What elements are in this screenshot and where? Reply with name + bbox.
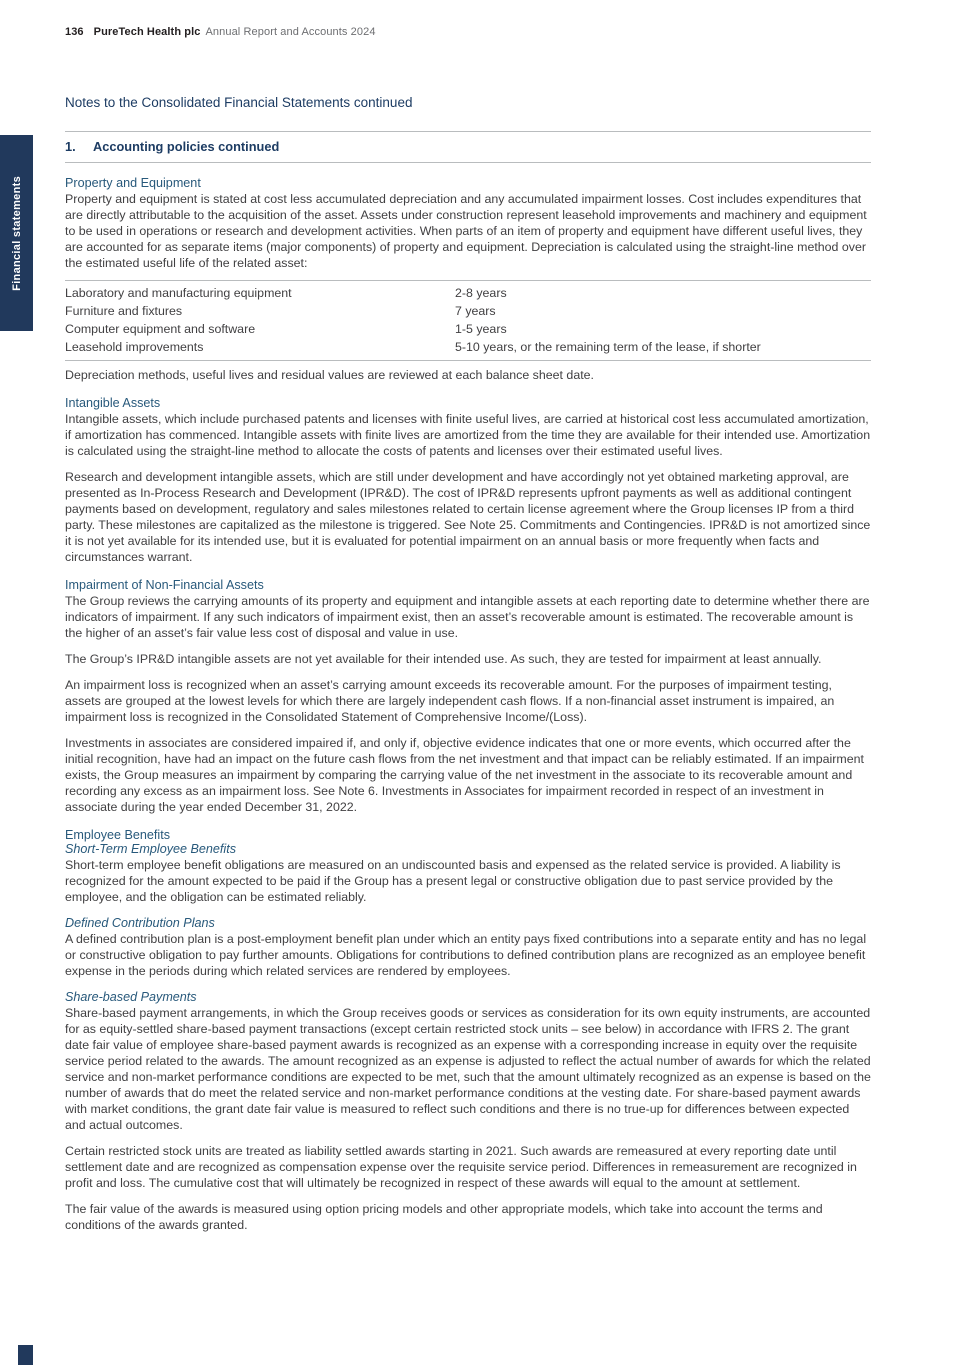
paragraph: Intangible assets, which include purchased patents and licenses with finite useful lives, are carried at historical cost less accumulated amortization, if amortization has commenced. Intangible assets with finite lives are amortized from the time they are available for their intended use. Amortization is calculated using the straight-line method to allocate the costs of patents and licenses over their estimated useful lives. (65, 412, 871, 458)
useful-lives-table (65, 280, 871, 361)
brand-name: PureTech Health plc (93, 26, 201, 38)
paragraph: The Group’s IPR&D intangible assets are not yet available for their intended use. As such, they are tested for impairment at least annually. (65, 652, 822, 666)
section-tab-financial-statements (0, 135, 33, 331)
paragraph: Share-based payment arrangements, in which the Group receives goods or services as consideration for its own equity instruments, are accounted for as equity-settled share-based payment transactions (except certain restricted stock units – see below) in accordance with IFRS 2. The grant date fair value of employee share-based payment awards is recognized as an expense with a corresponding increase in equity over the requisite service period related to the awards. The amount recognized as an expense is adjusted to reflect the actual number of awards for which the related service and non-market performance conditions are expected to be met, such that the amount ultimately recognized as an expense is based on the number of awards that do meet the related service and non-market performance conditions at the vesting date. For share-based payment awards with market conditions, the grant date fair value is measured to reflect such conditions and there is no true-up for differences between expected and actual outcomes. (65, 1006, 871, 1132)
paragraph: The fair value of the awards is measured using option pricing models and other appropriate models, which take into account the terms and conditions of the awards granted. (65, 1202, 823, 1232)
paragraph: Property and equipment is stated at cost less accumulated depreciation and any accumulated impairment losses. Cost includes expenditures that are directly attributable to the acquisition of the asset. Assets under construction represent leasehold improvements and machinery and equipment to be used in operations or research and development activities. When parts of an item of property and equipment have different useful lives, they are accounted for as separate items (major components) of property and equipment. Depreciation is calculated using the straight-line method over the estimated useful life of the related asset: (65, 192, 867, 270)
paragraph: A defined contribution plan is a post-employment benefit plan under which an entity pays fixed contributions into a separate entity and has no legal or constructive obligation to pay further amounts. Obligations for contributions to defined contribution plans are recognized as an employee benefit expense in the periods during which related services are rendered by employees. (65, 932, 867, 978)
paragraph: Investments in associates are considered impaired if, and only if, objective evidence indicates that one or more events, which occurred after the initial recognition, have had an impact on the future cash flows from the net investment and that impact can be reliably estimated. If an impairment exists, the Group measures an impairment by comparing the carrying value of the net investment in the associate to its recoverable amount and recording any excess as an impairment loss. See Note 6. Investments in Associates for impairment recorded in respect of an investment in associate during the year ended December 31, 2022. (65, 736, 864, 814)
useful-life-cell: 7 years (455, 304, 496, 318)
table-row (65, 320, 871, 338)
table-row (65, 302, 871, 320)
useful-life-cell: 5-10 years, or the remaining term of the lease, if shorter (455, 340, 761, 354)
subsection-heading-share-based: Share-based Payments (65, 990, 197, 1004)
section-heading-impairment: Impairment of Non-Financial Assets (65, 578, 264, 592)
paragraph: Short-term employee benefit obligations are measured on an undiscounted basis and expensed as the related service is provided. A liability is recognized for the amount expected to be paid if the Group has a present legal or constructive obligation due to past service provided by the employee, and the obligation can be estimated reliably. (65, 858, 841, 904)
section-heading-property-equipment: Property and Equipment (65, 176, 201, 190)
paragraph: Research and development intangible assets, which are still under development and have accordingly not yet obtained marketing approval, are presented as In-Process Research and Development (IPR&D). The cost of IPR&D represents upfront payments as well as additional contingent payments based on development, regulatory and sales milestones related to certain license agreement where the Group licenses IP from a third party. These milestones are capitalized as the milestone is triggered. See Note 25. Commitments and Contingencies. IPR&D is not amortized since it is not yet available for its intended use, but it is evaluated for potential impairment on an annual basis or more frequently when facts and circumstances warrant. (65, 470, 871, 564)
paragraph: Depreciation methods, useful lives and residual values are reviewed at each balance sheet date. (65, 368, 594, 382)
page-content (65, 95, 871, 1233)
table-row (65, 284, 871, 302)
running-header (65, 26, 376, 38)
asset-class-cell: Furniture and fixtures (65, 304, 183, 318)
asset-class-cell: Computer equipment and software (65, 322, 256, 336)
note-heading (65, 132, 871, 162)
subsection-heading-short-term: Short-Term Employee Benefits (65, 842, 237, 856)
paragraph: Certain restricted stock units are treated as liability settled awards starting in 2021. Such awards are remeasured at every reporting date until settlement date and are recognized as compensation expense over the requisite service period. Differences in remeasurement are recognized in profit and loss. The cumulative cost that will ultimately be recognized in respect of these awards will equal to the amount at settlement. (65, 1144, 857, 1190)
note-label: Accounting policies continued (93, 139, 280, 154)
report-title: Annual Report and Accounts 2024 (205, 26, 376, 38)
useful-life-cell: 1-5 years (455, 322, 507, 336)
asset-class-cell: Laboratory and manufacturing equipment (65, 286, 292, 300)
asset-class-cell: Leasehold improvements (65, 340, 204, 354)
note-number: 1. (65, 139, 76, 154)
section-heading-intangible-assets: Intangible Assets (65, 396, 161, 410)
section-heading-employee-benefits: Employee Benefits (65, 828, 171, 842)
page-title: Notes to the Consolidated Financial Statements continued (65, 95, 413, 110)
page-number: 136 (65, 26, 84, 38)
divider (65, 162, 871, 163)
paragraph: The Group reviews the carrying amounts of its property and equipment and intangible assets at each reporting date to determine whether there are indicators of impairment. If any such indicators of impairment exist, then an asset’s recoverable amount is estimated. The recoverable amount is the higher of an asset’s fair value less cost of disposal and value in use. (65, 594, 870, 640)
table-row (65, 338, 871, 356)
section-tab-label: Financial statements (10, 175, 23, 291)
useful-life-cell: 2-8 years (455, 286, 507, 300)
paragraph: An impairment loss is recognized when an asset’s carrying amount exceeds its recoverable amount. For the purposes of impairment testing, assets are grouped at the lowest levels for which there are largely independent cash flows. If a non-financial asset instrument is impaired, an impairment loss is recognized in the Consolidated Statement of Comprehensive Income/(Loss). (65, 678, 835, 724)
subsection-heading-defined-contribution: Defined Contribution Plans (65, 916, 215, 930)
next-section-tab-marker (18, 1345, 33, 1365)
